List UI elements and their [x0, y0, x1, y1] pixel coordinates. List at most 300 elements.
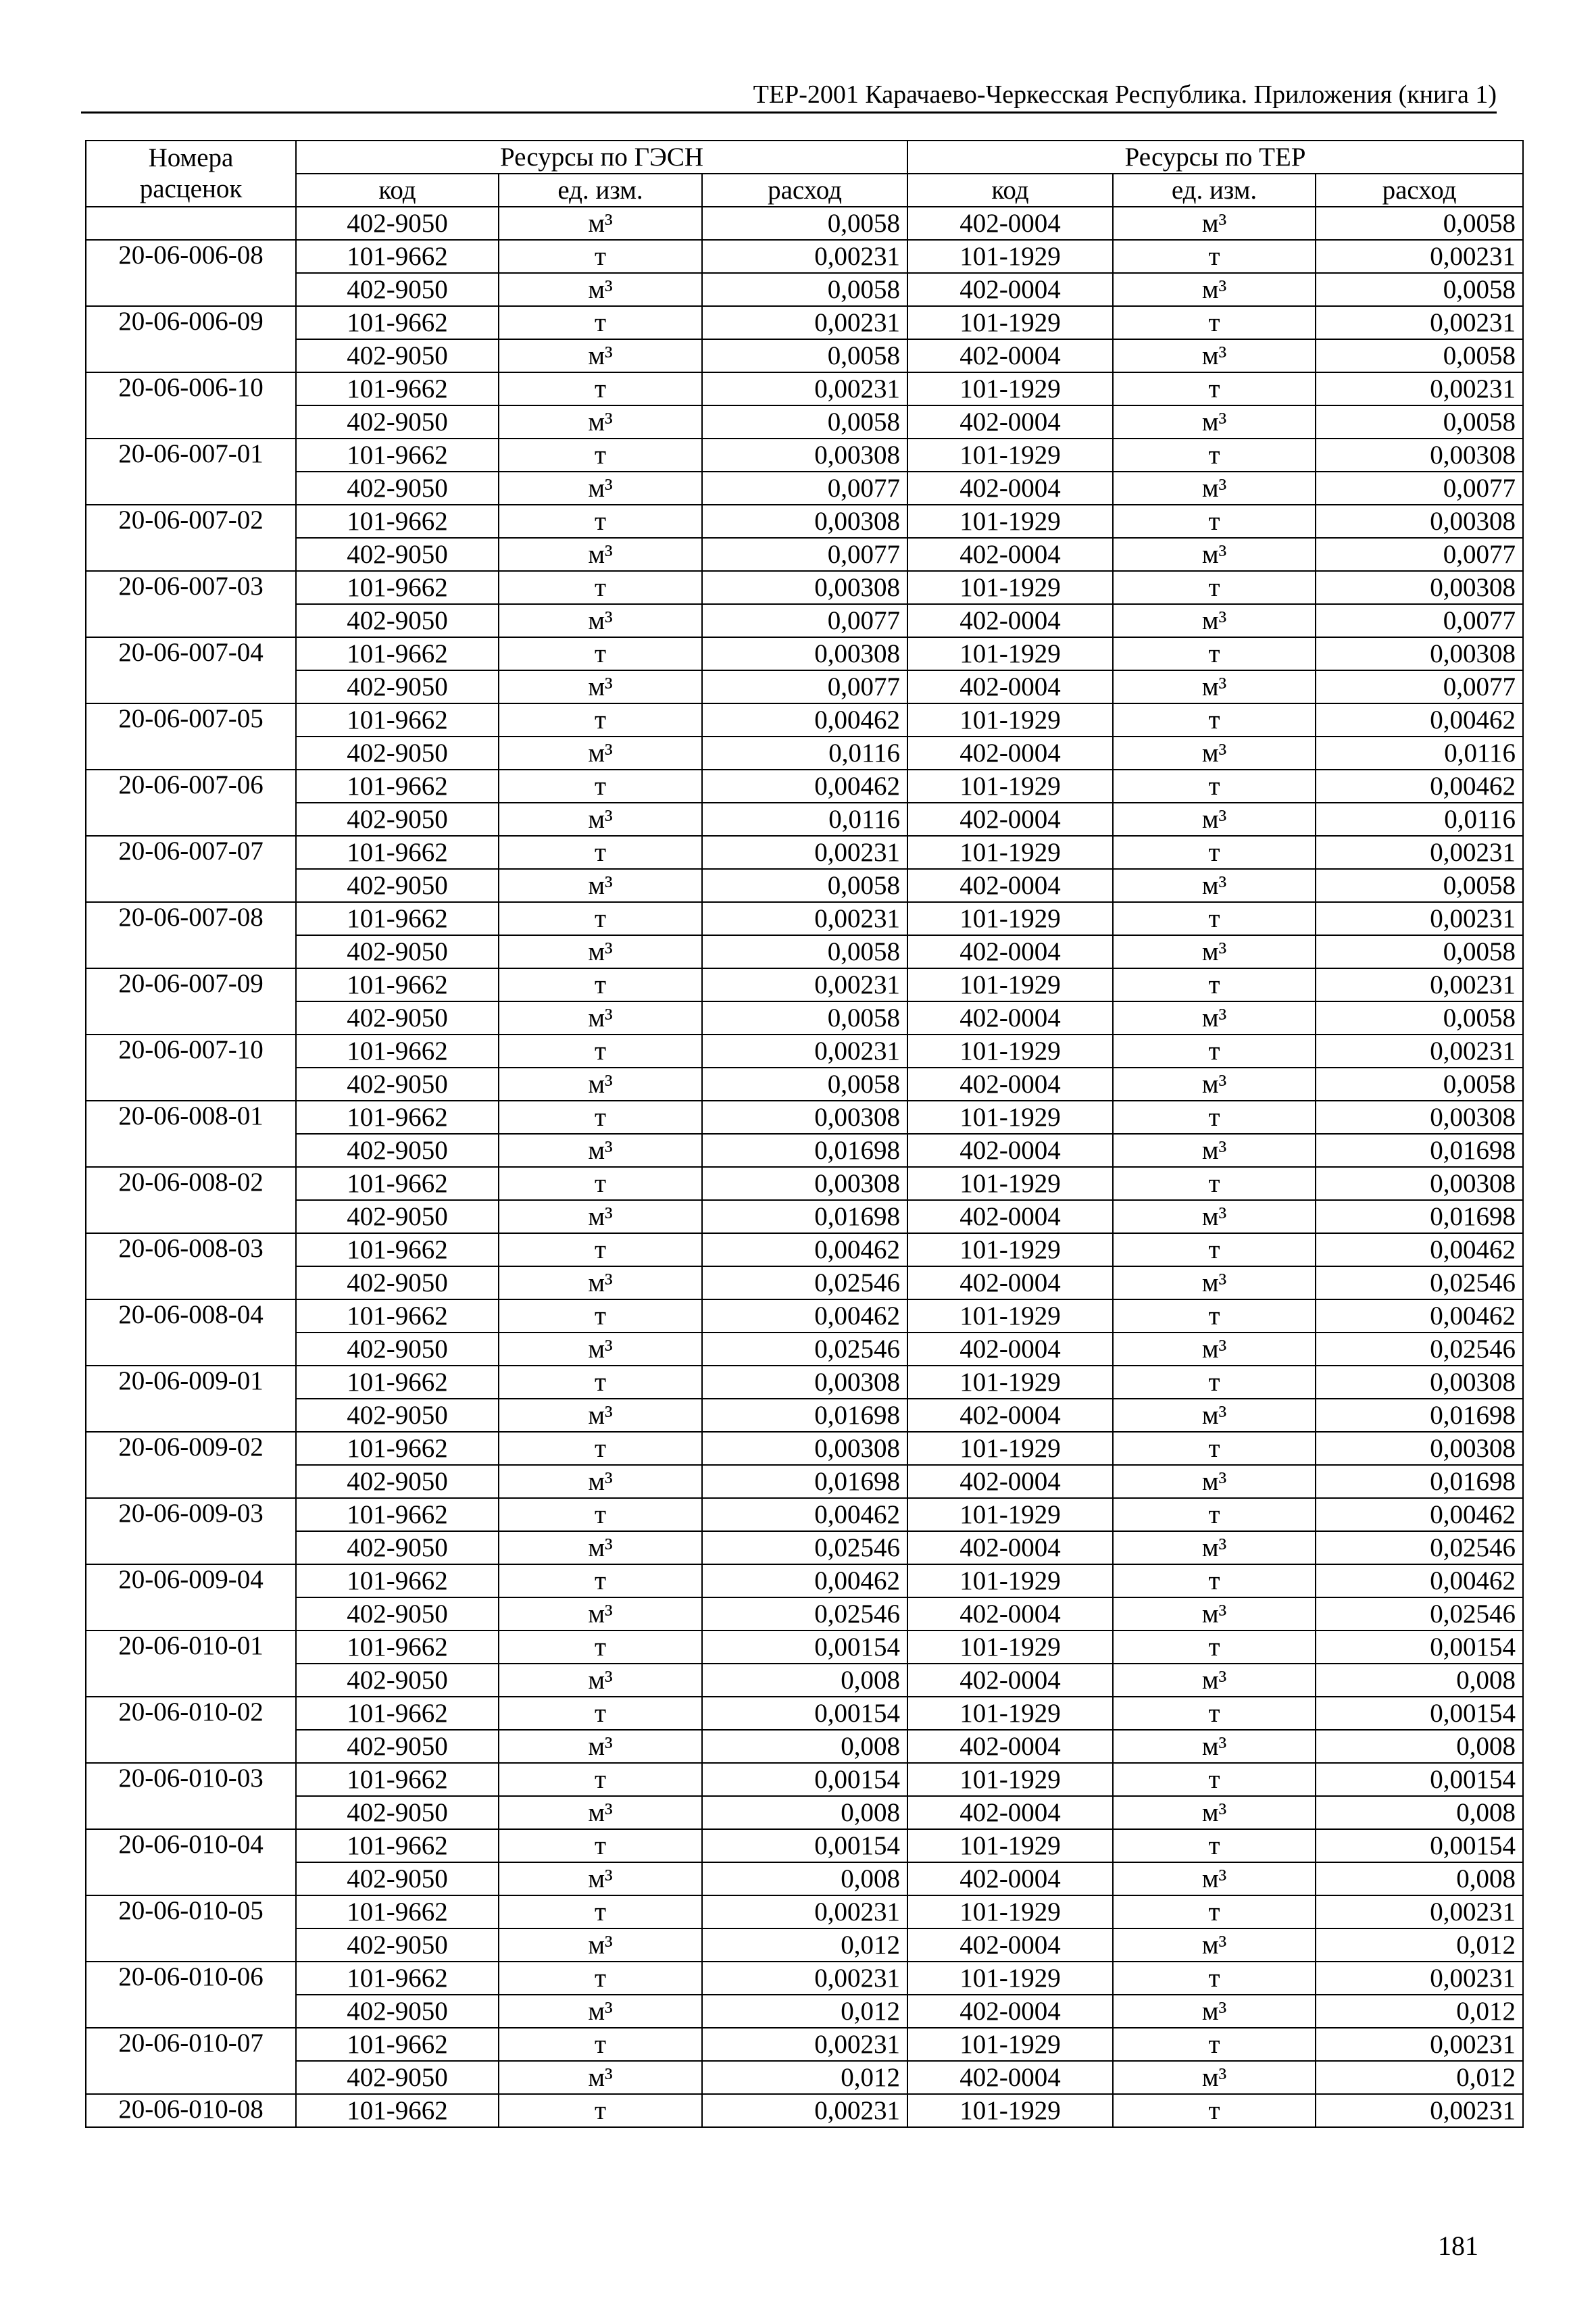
ter-code-cell: 101-1929: [907, 1366, 1113, 1399]
ter-code-cell: 402-0004: [907, 604, 1113, 637]
ter-rate-cell: 0,00462: [1316, 1299, 1523, 1333]
ter-rate-cell: 0,0058: [1316, 1001, 1523, 1035]
ter-rate-cell: 0,0116: [1316, 737, 1523, 770]
rate-number-cell: 20-06-006-09: [86, 306, 296, 372]
gesn-unit-cell: т: [499, 1299, 702, 1333]
table-row: [86, 1266, 1523, 1299]
ter-code-cell: 402-0004: [907, 1333, 1113, 1366]
ter-unit-cell: т: [1113, 968, 1316, 1001]
table-row: [86, 273, 1523, 306]
rate-number-cell: 20-06-009-03: [86, 1498, 296, 1564]
ter-code-cell: 402-0004: [907, 538, 1113, 571]
table-row: [86, 1101, 1523, 1134]
gesn-rate-cell: 0,00308: [702, 1101, 907, 1134]
ter-unit-cell: м³: [1113, 339, 1316, 372]
ter-rate-cell: 0,00462: [1316, 1233, 1523, 1266]
page-header: ТЕР-2001 Карачаево-Черкесская Республика. Приложения (книга 1): [753, 80, 1497, 109]
ter-rate-cell: 0,008: [1316, 1664, 1523, 1697]
gesn-unit-cell: т: [499, 1763, 702, 1796]
gesn-rate-cell: 0,0058: [702, 1001, 907, 1035]
ter-rate-cell: 0,00231: [1316, 2094, 1523, 2127]
rate-number-cell: 20-06-010-06: [86, 1962, 296, 2028]
gesn-code-cell: 402-9050: [296, 538, 499, 571]
ter-rate-cell: 0,00231: [1316, 1895, 1523, 1928]
gesn-unit-cell: м³: [499, 1597, 702, 1631]
header-gesn-resources: Ресурсы по ГЭСН: [296, 141, 907, 174]
ter-code-cell: 402-0004: [907, 803, 1113, 836]
rate-number-cell: 20-06-010-05: [86, 1895, 296, 1962]
header-ter-unit: ед. изм.: [1113, 174, 1316, 207]
gesn-unit-cell: т: [499, 1564, 702, 1597]
gesn-unit-cell: т: [499, 306, 702, 339]
gesn-rate-cell: 0,0077: [702, 538, 907, 571]
gesn-rate-cell: 0,02546: [702, 1266, 907, 1299]
ter-unit-cell: т: [1113, 703, 1316, 737]
ter-code-cell: 402-0004: [907, 1597, 1113, 1631]
table-body: [86, 207, 1523, 2127]
gesn-rate-cell: 0,0058: [702, 869, 907, 902]
gesn-code-cell: 101-9662: [296, 1233, 499, 1266]
gesn-unit-cell: м³: [499, 1928, 702, 1962]
gesn-rate-cell: 0,0058: [702, 405, 907, 439]
ter-rate-cell: 0,00462: [1316, 1498, 1523, 1531]
gesn-unit-cell: т: [499, 1035, 702, 1068]
gesn-code-cell: 402-9050: [296, 1068, 499, 1101]
ter-code-cell: 402-0004: [907, 1068, 1113, 1101]
gesn-rate-cell: 0,02546: [702, 1597, 907, 1631]
gesn-code-cell: 101-9662: [296, 836, 499, 869]
gesn-code-cell: 402-9050: [296, 935, 499, 968]
gesn-unit-cell: м³: [499, 405, 702, 439]
gesn-code-cell: 402-9050: [296, 207, 499, 240]
header-rate-numbers: [86, 141, 296, 207]
gesn-unit-cell: м³: [499, 737, 702, 770]
table-row: [86, 1531, 1523, 1564]
ter-unit-cell: м³: [1113, 869, 1316, 902]
gesn-code-cell: 402-9050: [296, 737, 499, 770]
gesn-rate-cell: 0,0058: [702, 273, 907, 306]
ter-rate-cell: 0,02546: [1316, 1333, 1523, 1366]
ter-unit-cell: м³: [1113, 1333, 1316, 1366]
ter-rate-cell: 0,01698: [1316, 1399, 1523, 1432]
ter-code-cell: 101-1929: [907, 1631, 1113, 1664]
ter-rate-cell: 0,00231: [1316, 372, 1523, 405]
gesn-code-cell: 101-9662: [296, 1299, 499, 1333]
gesn-code-cell: 402-9050: [296, 1796, 499, 1829]
gesn-unit-cell: т: [499, 1829, 702, 1862]
ter-rate-cell: 0,008: [1316, 1796, 1523, 1829]
ter-unit-cell: т: [1113, 1697, 1316, 1730]
table-row: [86, 637, 1523, 670]
gesn-rate-cell: 0,0058: [702, 935, 907, 968]
table-row: [86, 604, 1523, 637]
ter-code-cell: 101-1929: [907, 372, 1113, 405]
ter-unit-cell: т: [1113, 1631, 1316, 1664]
ter-rate-cell: 0,00231: [1316, 2028, 1523, 2061]
header-rule: [81, 111, 1497, 114]
ter-unit-cell: т: [1113, 836, 1316, 869]
ter-code-cell: 101-1929: [907, 1432, 1113, 1465]
ter-rate-cell: 0,00308: [1316, 1167, 1523, 1200]
ter-unit-cell: м³: [1113, 1796, 1316, 1829]
table-row: [86, 1299, 1523, 1333]
gesn-code-cell: 402-9050: [296, 405, 499, 439]
ter-rate-cell: 0,0058: [1316, 405, 1523, 439]
ter-rate-cell: 0,00154: [1316, 1631, 1523, 1664]
ter-unit-cell: т: [1113, 902, 1316, 935]
ter-unit-cell: т: [1113, 306, 1316, 339]
gesn-unit-cell: т: [499, 968, 702, 1001]
ter-rate-cell: 0,0058: [1316, 273, 1523, 306]
gesn-rate-cell: 0,00231: [702, 1035, 907, 1068]
gesn-code-cell: 101-9662: [296, 770, 499, 803]
gesn-unit-cell: т: [499, 505, 702, 538]
gesn-rate-cell: 0,0058: [702, 339, 907, 372]
ter-code-cell: 402-0004: [907, 2061, 1113, 2094]
header-ter-code: код: [907, 174, 1113, 207]
gesn-unit-cell: т: [499, 1167, 702, 1200]
table-row: [86, 1465, 1523, 1498]
gesn-code-cell: 101-9662: [296, 2094, 499, 2127]
gesn-code-cell: 101-9662: [296, 902, 499, 935]
ter-code-cell: 402-0004: [907, 1134, 1113, 1167]
gesn-unit-cell: м³: [499, 207, 702, 240]
gesn-rate-cell: 0,00154: [702, 1763, 907, 1796]
ter-unit-cell: т: [1113, 1763, 1316, 1796]
rate-number-cell: 20-06-009-01: [86, 1366, 296, 1432]
table-row: [86, 1432, 1523, 1465]
table-row: [86, 571, 1523, 604]
gesn-code-cell: 402-9050: [296, 1399, 499, 1432]
table-row: [86, 240, 1523, 273]
ter-unit-cell: м³: [1113, 538, 1316, 571]
gesn-unit-cell: т: [499, 2094, 702, 2127]
ter-rate-cell: 0,02546: [1316, 1531, 1523, 1564]
table-row: [86, 968, 1523, 1001]
ter-code-cell: 101-1929: [907, 1763, 1113, 1796]
header-numbers-line2: расценок: [139, 174, 243, 203]
rate-number-cell: 20-06-009-02: [86, 1432, 296, 1498]
table-row: [86, 1796, 1523, 1829]
ter-rate-cell: 0,0058: [1316, 869, 1523, 902]
ter-rate-cell: 0,00308: [1316, 637, 1523, 670]
gesn-rate-cell: 0,012: [702, 1995, 907, 2028]
gesn-rate-cell: 0,00308: [702, 571, 907, 604]
gesn-code-cell: 402-9050: [296, 1333, 499, 1366]
ter-rate-cell: 0,0058: [1316, 339, 1523, 372]
table-row: [86, 1564, 1523, 1597]
gesn-rate-cell: 0,00231: [702, 902, 907, 935]
ter-code-cell: 101-1929: [907, 836, 1113, 869]
gesn-unit-cell: т: [499, 770, 702, 803]
gesn-rate-cell: 0,0058: [702, 207, 907, 240]
ter-unit-cell: м³: [1113, 1399, 1316, 1432]
gesn-rate-cell: 0,0116: [702, 803, 907, 836]
gesn-rate-cell: 0,01698: [702, 1465, 907, 1498]
gesn-rate-cell: 0,00231: [702, 1895, 907, 1928]
gesn-rate-cell: 0,00462: [702, 1233, 907, 1266]
rate-number-cell: 20-06-008-03: [86, 1233, 296, 1299]
gesn-unit-cell: м³: [499, 1001, 702, 1035]
gesn-unit-cell: т: [499, 836, 702, 869]
table-row: [86, 372, 1523, 405]
gesn-unit-cell: м³: [499, 869, 702, 902]
table-row: [86, 869, 1523, 902]
gesn-unit-cell: т: [499, 1962, 702, 1995]
ter-code-cell: 402-0004: [907, 1001, 1113, 1035]
ter-rate-cell: 0,0077: [1316, 604, 1523, 637]
ter-unit-cell: м³: [1113, 1531, 1316, 1564]
gesn-rate-cell: 0,00231: [702, 2028, 907, 2061]
gesn-unit-cell: м³: [499, 339, 702, 372]
gesn-unit-cell: м³: [499, 1664, 702, 1697]
ter-unit-cell: т: [1113, 1233, 1316, 1266]
ter-code-cell: 101-1929: [907, 1101, 1113, 1134]
ter-rate-cell: 0,0058: [1316, 1068, 1523, 1101]
gesn-code-cell: 101-9662: [296, 1101, 499, 1134]
gesn-code-cell: 101-9662: [296, 1498, 499, 1531]
gesn-code-cell: 101-9662: [296, 372, 499, 405]
gesn-rate-cell: 0,00308: [702, 1432, 907, 1465]
ter-unit-cell: м³: [1113, 670, 1316, 703]
ter-code-cell: 402-0004: [907, 472, 1113, 505]
gesn-rate-cell: 0,00231: [702, 836, 907, 869]
ter-unit-cell: т: [1113, 1299, 1316, 1333]
ter-code-cell: 101-1929: [907, 439, 1113, 472]
ter-unit-cell: т: [1113, 1962, 1316, 1995]
gesn-rate-cell: 0,0077: [702, 604, 907, 637]
gesn-unit-cell: м³: [499, 1399, 702, 1432]
table-row: [86, 1167, 1523, 1200]
gesn-rate-cell: 0,00462: [702, 1564, 907, 1597]
rate-number-cell: 20-06-006-10: [86, 372, 296, 439]
gesn-unit-cell: т: [499, 1101, 702, 1134]
ter-code-cell: 101-1929: [907, 902, 1113, 935]
rate-number-cell: 20-06-008-04: [86, 1299, 296, 1366]
gesn-unit-cell: м³: [499, 604, 702, 637]
ter-unit-cell: т: [1113, 2028, 1316, 2061]
gesn-code-cell: 101-9662: [296, 1895, 499, 1928]
table-row: [86, 1001, 1523, 1035]
gesn-rate-cell: 0,00231: [702, 240, 907, 273]
gesn-unit-cell: м³: [499, 1200, 702, 1233]
gesn-rate-cell: 0,00231: [702, 968, 907, 1001]
ter-rate-cell: 0,00231: [1316, 968, 1523, 1001]
ter-code-cell: 101-1929: [907, 637, 1113, 670]
ter-code-cell: 402-0004: [907, 1200, 1113, 1233]
table-row: [86, 935, 1523, 968]
table-row: [86, 1498, 1523, 1531]
gesn-code-cell: 101-9662: [296, 1631, 499, 1664]
ter-unit-cell: т: [1113, 1432, 1316, 1465]
ter-code-cell: 101-1929: [907, 306, 1113, 339]
ter-code-cell: 101-1929: [907, 2094, 1113, 2127]
ter-unit-cell: м³: [1113, 1928, 1316, 1962]
ter-rate-cell: 0,00231: [1316, 836, 1523, 869]
gesn-code-cell: 402-9050: [296, 2061, 499, 2094]
ter-code-cell: 402-0004: [907, 869, 1113, 902]
gesn-code-cell: 402-9050: [296, 1730, 499, 1763]
gesn-rate-cell: 0,0077: [702, 472, 907, 505]
ter-rate-cell: 0,01698: [1316, 1200, 1523, 1233]
gesn-unit-cell: м³: [499, 472, 702, 505]
gesn-unit-cell: т: [499, 902, 702, 935]
gesn-unit-cell: м³: [499, 1995, 702, 2028]
ter-unit-cell: м³: [1113, 1664, 1316, 1697]
rate-number-cell: 20-06-010-01: [86, 1631, 296, 1697]
ter-rate-cell: 0,0077: [1316, 472, 1523, 505]
rate-number-cell: 20-06-008-02: [86, 1167, 296, 1233]
rate-number-cell: 20-06-007-04: [86, 637, 296, 703]
table-row: [86, 1200, 1523, 1233]
gesn-code-cell: 101-9662: [296, 240, 499, 273]
table-row: [86, 1829, 1523, 1862]
rate-number-cell: 20-06-009-04: [86, 1564, 296, 1631]
ter-unit-cell: м³: [1113, 207, 1316, 240]
ter-unit-cell: т: [1113, 1035, 1316, 1068]
gesn-rate-cell: 0,00308: [702, 1366, 907, 1399]
ter-code-cell: 101-1929: [907, 505, 1113, 538]
ter-rate-cell: 0,00231: [1316, 1962, 1523, 1995]
table-row: [86, 2061, 1523, 2094]
table-row: [86, 1862, 1523, 1895]
gesn-rate-cell: 0,012: [702, 2061, 907, 2094]
ter-rate-cell: 0,00308: [1316, 505, 1523, 538]
gesn-code-cell: 101-9662: [296, 1962, 499, 1995]
gesn-code-cell: 402-9050: [296, 670, 499, 703]
rate-number-cell: 20-06-008-01: [86, 1101, 296, 1167]
ter-code-cell: 402-0004: [907, 1995, 1113, 2028]
gesn-rate-cell: 0,00462: [702, 703, 907, 737]
gesn-code-cell: 402-9050: [296, 339, 499, 372]
gesn-code-cell: 402-9050: [296, 273, 499, 306]
ter-unit-cell: т: [1113, 240, 1316, 273]
gesn-code-cell: 402-9050: [296, 1001, 499, 1035]
ter-rate-cell: 0,00154: [1316, 1829, 1523, 1862]
ter-rate-cell: 0,008: [1316, 1730, 1523, 1763]
ter-code-cell: 101-1929: [907, 1564, 1113, 1597]
ter-code-cell: 101-1929: [907, 2028, 1113, 2061]
gesn-rate-cell: 0,00154: [702, 1631, 907, 1664]
gesn-rate-cell: 0,00231: [702, 1962, 907, 1995]
ter-unit-cell: т: [1113, 2094, 1316, 2127]
ter-unit-cell: т: [1113, 1366, 1316, 1399]
ter-rate-cell: 0,02546: [1316, 1597, 1523, 1631]
gesn-unit-cell: т: [499, 1631, 702, 1664]
gesn-rate-cell: 0,008: [702, 1796, 907, 1829]
ter-unit-cell: м³: [1113, 1200, 1316, 1233]
gesn-rate-cell: 0,012: [702, 1928, 907, 1962]
gesn-code-cell: 101-9662: [296, 1829, 499, 1862]
ter-rate-cell: 0,01698: [1316, 1134, 1523, 1167]
gesn-rate-cell: 0,02546: [702, 1531, 907, 1564]
table-row: [86, 1068, 1523, 1101]
table-row: [86, 2028, 1523, 2061]
ter-unit-cell: м³: [1113, 1995, 1316, 2028]
gesn-unit-cell: м³: [499, 2061, 702, 2094]
gesn-code-cell: 101-9662: [296, 1432, 499, 1465]
table-row: [86, 1730, 1523, 1763]
ter-unit-cell: м³: [1113, 1266, 1316, 1299]
ter-unit-cell: м³: [1113, 405, 1316, 439]
gesn-unit-cell: т: [499, 1432, 702, 1465]
ter-unit-cell: м³: [1113, 1001, 1316, 1035]
ter-code-cell: 101-1929: [907, 1233, 1113, 1266]
gesn-code-cell: 402-9050: [296, 1664, 499, 1697]
gesn-code-cell: 402-9050: [296, 1862, 499, 1895]
gesn-code-cell: 101-9662: [296, 703, 499, 737]
ter-unit-cell: т: [1113, 1895, 1316, 1928]
gesn-code-cell: 101-9662: [296, 968, 499, 1001]
table-row: [86, 703, 1523, 737]
rate-number-cell: 20-06-007-01: [86, 439, 296, 505]
ter-rate-cell: 0,012: [1316, 1995, 1523, 2028]
ter-code-cell: 101-1929: [907, 1167, 1113, 1200]
gesn-code-cell: 101-9662: [296, 1697, 499, 1730]
ter-unit-cell: т: [1113, 1167, 1316, 1200]
gesn-rate-cell: 0,02546: [702, 1333, 907, 1366]
ter-code-cell: 101-1929: [907, 1962, 1113, 1995]
ter-unit-cell: т: [1113, 1101, 1316, 1134]
gesn-rate-cell: 0,00308: [702, 505, 907, 538]
ter-code-cell: 402-0004: [907, 1266, 1113, 1299]
ter-rate-cell: 0,0058: [1316, 935, 1523, 968]
table-row: [86, 1366, 1523, 1399]
rate-number-cell: 20-06-007-10: [86, 1035, 296, 1101]
ter-rate-cell: 0,0077: [1316, 670, 1523, 703]
ter-rate-cell: 0,00231: [1316, 1035, 1523, 1068]
gesn-rate-cell: 0,008: [702, 1862, 907, 1895]
ter-unit-cell: м³: [1113, 1134, 1316, 1167]
ter-rate-cell: 0,012: [1316, 1928, 1523, 1962]
gesn-rate-cell: 0,00308: [702, 439, 907, 472]
gesn-unit-cell: т: [499, 2028, 702, 2061]
table-row: [86, 472, 1523, 505]
ter-code-cell: 402-0004: [907, 1796, 1113, 1829]
rate-number-cell: 20-06-007-05: [86, 703, 296, 770]
ter-unit-cell: т: [1113, 637, 1316, 670]
table-row: [86, 803, 1523, 836]
gesn-unit-cell: м³: [499, 803, 702, 836]
gesn-code-cell: 402-9050: [296, 803, 499, 836]
gesn-rate-cell: 0,00154: [702, 1829, 907, 1862]
ter-rate-cell: 0,00154: [1316, 1697, 1523, 1730]
gesn-rate-cell: 0,0058: [702, 1068, 907, 1101]
ter-unit-cell: т: [1113, 1564, 1316, 1597]
ter-rate-cell: 0,00308: [1316, 571, 1523, 604]
gesn-rate-cell: 0,00462: [702, 1498, 907, 1531]
ter-unit-cell: м³: [1113, 1068, 1316, 1101]
ter-code-cell: 101-1929: [907, 1299, 1113, 1333]
ter-code-cell: 402-0004: [907, 405, 1113, 439]
gesn-code-cell: 101-9662: [296, 2028, 499, 2061]
ter-code-cell: 402-0004: [907, 670, 1113, 703]
rate-number-cell: 20-06-006-08: [86, 240, 296, 306]
table-row: [86, 770, 1523, 803]
gesn-code-cell: 402-9050: [296, 1928, 499, 1962]
rate-number-cell: 20-06-010-07: [86, 2028, 296, 2094]
ter-unit-cell: м³: [1113, 1597, 1316, 1631]
gesn-unit-cell: м³: [499, 1796, 702, 1829]
ter-code-cell: 402-0004: [907, 935, 1113, 968]
table-row: [86, 1134, 1523, 1167]
ter-code-cell: 402-0004: [907, 737, 1113, 770]
table-row: [86, 1928, 1523, 1962]
ter-rate-cell: 0,00231: [1316, 240, 1523, 273]
table-row: [86, 538, 1523, 571]
gesn-unit-cell: м³: [499, 1730, 702, 1763]
rate-number-cell: 20-06-007-08: [86, 902, 296, 968]
